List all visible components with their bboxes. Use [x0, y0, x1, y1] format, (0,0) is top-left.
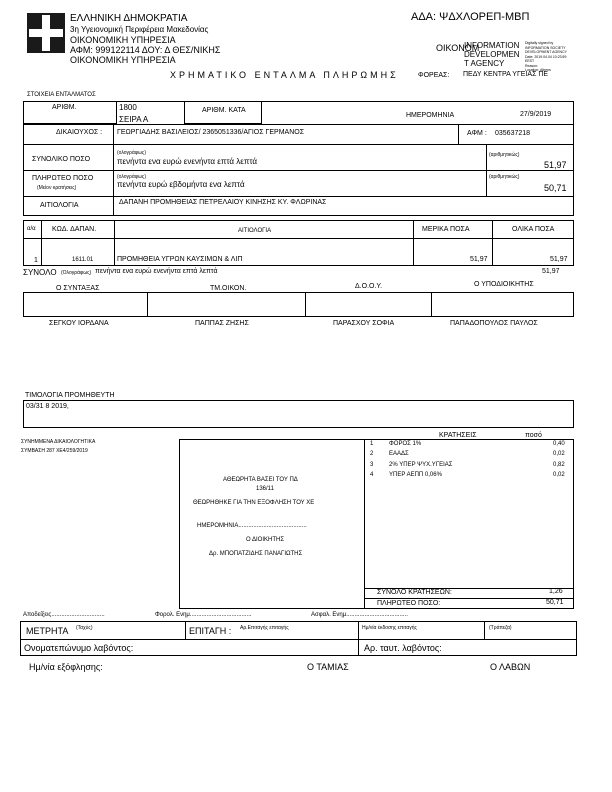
approval-line-6: Δρ. ΜΠΟΠΑΤΖΙΔΗΣ ΠΑΝΑΓΙΩΤΗΣ: [209, 551, 303, 557]
deductions-payable-label: ΠΛΗΡΩΤΕΟ ΠΟΣΟ:: [377, 600, 441, 607]
table-row-olika: 51,97: [550, 256, 568, 263]
stamp-line: Digitally signed by: [525, 41, 554, 45]
stamp-line: Date: 2019.04.04 10:23:59: [525, 54, 567, 59]
table-header-olika: ΟΛΙΚΑ ΠΟΣΑ: [512, 226, 555, 233]
approval-line-4: ΗΜΕΡΟΜΗΝΙΑ.........................................: [197, 523, 307, 529]
plirotheo-sub: (Μείον κρατήσεις): [37, 185, 77, 191]
deductions-payable-value: 50,71: [546, 599, 564, 606]
col-divider: [458, 124, 459, 144]
deductions-total-label: ΣΥΝΟΛΟ ΚΡΑΤΗΣΕΩΝ:: [377, 589, 452, 596]
signature-divider: [431, 292, 432, 316]
deductions-total-value: 1,26: [549, 588, 563, 595]
stamp-line: INFORMATION SOCIETY: [525, 45, 566, 50]
financial-service-label: ΟΙΚΟΝΟΜΙΚΗ ΥΠΗΡΕΣΙΑ: [70, 35, 176, 45]
foreas-value: ΠΕΔΥ ΚΕΝΤΡΑ ΥΓΕΙΑΣ ΠΕ: [463, 71, 549, 78]
deductions-poso-label: ποσό: [525, 432, 542, 439]
plirotheo-label: ΠΛΗΡΩΤΕΟ ΠΟΣΟ: [32, 175, 94, 182]
stamp-line: DEVELOPMENT AGENCY: [525, 50, 567, 54]
ar-taut-label: Αρ. ταυτ. λαβόντος:: [364, 643, 442, 653]
dikaiouxos-value: ΓΕΩΡΓΙΑΔΗΣ ΒΑΣΙΛΕΙΟΣ/ 2365051336/ΑΓΙΟΣ ΓΕΡΜΑΝΟΣ: [117, 129, 305, 136]
deduction-name: 2% ΥΠΕΡ ΨΥΧ.ΥΓΕΙΑΣ: [389, 462, 453, 468]
olografos-label: (ολογράφως): [117, 150, 147, 156]
financial-service-label-2: ΟΙΚΟΝΟΜΙΚΗ ΥΠΗΡΕΣΙΑ: [70, 55, 176, 65]
row-divider: [23, 124, 574, 125]
attachments-value: ΣΥΜΒΑΣΗ 287 ΧΕ4/259/2019: [21, 448, 88, 454]
document-title: ΧΡΗΜΑΤΙΚΟ ΕΝΤΑΛΜΑ ΠΛΗΡΩΜΗΣ: [170, 70, 399, 80]
arithmitika-label-2: (αριθμητικώς): [489, 174, 520, 180]
name-syntaxas: ΣΕΓΚΟΥ ΙΟΡΔΑΝΑ: [49, 320, 109, 327]
table-col-divider: [413, 220, 414, 266]
onomateponymo-label: Ονοματεπώνυμο λαβόντος:: [24, 643, 134, 653]
approval-line-3: ΘΕΩΡΗΘΗΚΕ ΓΙΑ ΤΗΝ ΕΞΟΦΛΗΣΗ ΤΟΥ ΧΕ: [193, 500, 315, 506]
row-divider: [23, 144, 574, 145]
synoliko-words: πενήντα ενα ευρώ ενενήντα επτά λεπτά: [117, 157, 258, 166]
invoices-value: 03/31 8 2019,: [26, 403, 69, 410]
tamias-label: Ο ΤΑΜΙΑΣ: [307, 662, 349, 672]
asfal-enim-label: Ασφαλ. Ενημ.....................................: [311, 612, 408, 618]
olografos-label-2: (ολογράφως): [117, 174, 147, 180]
foreas-label: ΦΟΡΕΑΣ:: [418, 72, 450, 79]
approval-divider: [364, 439, 365, 609]
plirotheo-words: πενήντα ευρώ εβδομήντα ενα λεπτά: [117, 180, 245, 189]
table-row-aitiologia: ΠΡΟΜΗΘΕΙΑ ΥΓΡΩΝ ΚΑΥΣΙΜΩΝ & ΛΙΠ: [117, 256, 243, 263]
table-row-kod: 1611.01: [72, 257, 94, 263]
overlap-text-4: T AGENCY: [464, 59, 505, 68]
stamp-line: Location: Athens: [525, 68, 551, 72]
stamp-line: Reason:: [525, 63, 539, 68]
health-region-label: 3η Υγειονομική Περιφέρεια Μακεδονίας: [70, 25, 209, 34]
arithmos-label: ΑΡΙΘΜ.: [52, 104, 77, 111]
table-header-aa: α/α: [27, 226, 36, 232]
deduction-amount: 0,02: [553, 451, 565, 457]
aitiologia-label: ΑΙΤΙΟΛΟΓΙΑ: [40, 202, 79, 209]
plirotheo-num: 50,71: [544, 183, 567, 193]
taxis-label: (Ταχύς): [76, 625, 93, 631]
name-tm-oikon: ΠΑΠΠΑΣ ΖΗΣΗΣ: [195, 320, 249, 327]
arithmos-value: 1800: [119, 103, 137, 112]
apodeixeis-label: Αποδείξεις................................: [23, 612, 105, 618]
signature-divider: [147, 292, 148, 316]
dikaiouxos-label: ΔΙΚΑΙΟΥΧΟΣ :: [56, 129, 103, 136]
im-exoflisis-label: Ημ/νία εξόφλησης:: [29, 662, 103, 672]
deduction-number: 4: [370, 472, 374, 478]
signature-divider: [305, 292, 306, 316]
table-col-divider: [114, 220, 115, 266]
approval-line-1: ΑΘΕΩΡΗΤΑ ΒΑΣΕΙ ΤΟΥ ΠΔ: [223, 477, 298, 483]
deduction-number: 3: [370, 462, 374, 468]
approval-line-5: Ο ΔΙΟΙΚΗΤΗΣ: [246, 537, 285, 543]
foral-enim-label: Φορολ. Ενημ.....................................: [155, 612, 252, 618]
synolo-label: ΣΥΝΟΛΟ: [23, 268, 57, 277]
epitagi-label: ΕΠΙΤΑΓΗ :: [189, 626, 232, 636]
row-divider: [23, 170, 574, 171]
arithmitika-label: (αριθμητικώς): [489, 152, 520, 158]
role-doy: Δ.Ο.Ο.Υ.: [355, 283, 383, 290]
synolo-olografos: (Ολογράφως): [61, 270, 92, 276]
synolo-num: 51,97: [542, 268, 560, 275]
afm-label: ΑΦΜ :: [467, 130, 487, 137]
role-ypodioikitis: Ο ΥΠΟΔΙΟΙΚΗΤΗΣ: [474, 281, 534, 288]
hellenic-cross-emblem: [27, 13, 65, 53]
payment-col-divider: [484, 621, 485, 639]
table-row-merika: 51,97: [470, 256, 488, 263]
trapeza-label: (Τράπεζα): [489, 625, 512, 631]
stamp-line: EEST: [525, 59, 535, 63]
imerominia-label: ΗΜΕΡΟΜΗΝΙΑ: [406, 112, 455, 119]
deduction-number: 1: [370, 441, 374, 447]
invoices-box: [23, 400, 574, 428]
signature-line: [23, 316, 574, 317]
name-doy: ΠΑΡΑΣΧΟΥ ΣΟΦΙΑ: [333, 320, 395, 327]
payment-col-divider: [185, 621, 186, 639]
seira-value: ΣΕΙΡΑ Α: [119, 115, 149, 124]
invoices-label: ΤΙΜΟΛΟΓΙΑ ΠΡΟΜΗΘΕΥΤΗ: [25, 392, 115, 399]
aitiologia-value: ΔΑΠΑΝΗ ΠΡΟΜΗΘΕΙΑΣ ΠΕΤΡΕΛΑΙΟΥ ΚΙΝΗΣΗΣ ΚΥ. ΦΛΩΡΙΝΑΣ: [119, 199, 327, 206]
afm-line: ΑΦΜ: 999122114 ΔΟΥ: Δ ΘΕΣ/ΝΙΚΗΣ: [70, 45, 221, 55]
table-header-merika: ΜΕΡΙΚΑ ΠΟΣΑ: [422, 226, 470, 233]
deductions-payable-divider: [364, 598, 574, 599]
republic-label: ΕΛΛΗΝΙΚΗ ΔΗΜΟΚΡΑΤΙΑ: [70, 13, 188, 24]
role-syntaxas: Ο ΣΥΝΤΑΞΑΣ: [56, 285, 100, 292]
table-col-divider: [492, 220, 493, 266]
deduction-name: ΥΠΕΡ ΑΕΠΠ 0,06%: [389, 472, 442, 478]
signature-frame-right: [573, 292, 574, 316]
ar-epitagis-label: Αρ.Επιταγής επιταγής: [240, 625, 289, 631]
lavon-label: Ο ΛΑΒΩΝ: [490, 662, 531, 672]
synoliko-num: 51,97: [544, 160, 567, 170]
table-row-aa: 1: [34, 257, 38, 264]
deduction-amount: 0,82: [553, 462, 565, 468]
deduction-number: 2: [370, 451, 374, 457]
signature-frame-left: [23, 292, 24, 316]
attachments-label: ΣΥΝΗΜΜΕΝΑ ΔΙΚΑΙΟΛΟΓΗΤΙΚΑ: [21, 439, 96, 445]
afm-value: 035637218: [495, 130, 531, 137]
ada-code: ΑΔΑ: ΨΔΧΛΟΡΕΠ-ΜΒΠ: [411, 11, 530, 23]
imerominia-value: 27/9/2019: [520, 111, 552, 118]
payment-col-divider: [358, 621, 359, 656]
signature-line: [23, 292, 574, 293]
deductions-header: ΚΡΑΤΗΣΕΙΣ: [439, 432, 477, 439]
im-ekdosis-label: Ημ/νία έκδοσης επιταγής: [362, 625, 417, 631]
table-col-divider: [41, 220, 42, 266]
synolo-words: πενήντα ενα ευρώ ενενήντα επτά λεπτά: [95, 268, 218, 275]
overlap-text-3: DEVELOPMEN: [464, 50, 520, 59]
approval-line-2: 136/11: [256, 486, 274, 492]
role-tm-oikon: ΤΜ.ΟΙΚΟΝ.: [210, 285, 247, 292]
deduction-amount: 0,40: [553, 441, 565, 447]
synoliko-label: ΣΥΝΟΛΙΚΟ ΠΟΣΟ: [32, 156, 91, 163]
name-ypodioikitis: ΠΑΠΑΔΟΠΟΥΛΟΣ ΠΑΥΛΟΣ: [450, 320, 538, 327]
deduction-amount: 0,02: [553, 472, 565, 478]
metrita-label: ΜΕΤΡΗΤΑ: [26, 626, 69, 636]
overlap-text-1: ΟΙΚΟΝΟΜ: [436, 43, 480, 53]
deduction-name: ΦΟΡΟΣ 1%: [389, 441, 422, 447]
deduction-name: ΕΑΑΔΣ: [389, 451, 409, 457]
section-label: ΣΤΟΙΧΕΙΑ ΕΝΤΑΛΜΑΤΟΣ: [27, 92, 96, 98]
row-divider: [23, 196, 574, 197]
table-header-kod: ΚΩΔ. ΔΑΠΑΝ.: [52, 226, 97, 233]
arithm-kata-label: ΑΡΙΘΜ. ΚΑΤΑ: [202, 107, 246, 114]
payment-row-divider: [20, 639, 577, 640]
overlap-text-2: INFORMATION: [464, 41, 520, 50]
table-header-aitiologia: ΑΙΤΙΟΛΟΓΙΑ: [238, 228, 272, 234]
